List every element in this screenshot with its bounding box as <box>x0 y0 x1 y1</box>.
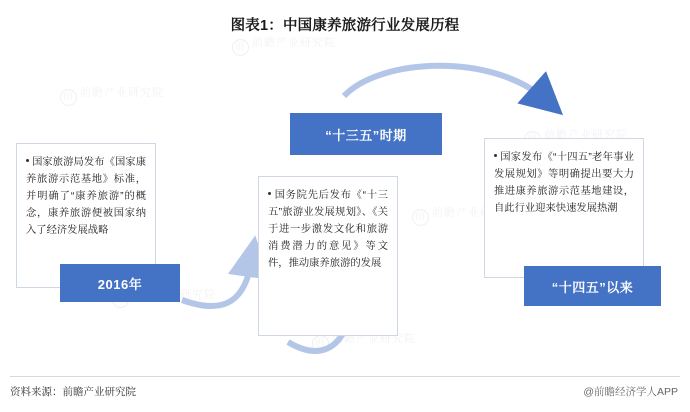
stage-2-text: 国务院先后发布《“十三五”旅游业发展规划》、《关于进一步激发文化和旅游消费潜力的意见》等文件，推动康养旅游的发展 <box>268 190 388 269</box>
watermark-logo-icon: 前 <box>60 89 77 106</box>
credit-note: @前瞻经济学人APP <box>583 386 678 398</box>
stage-1-label: 2016年 <box>60 264 180 302</box>
stage-2-description-panel <box>258 176 398 336</box>
stage-2-label: “十三五”时期 <box>290 113 442 155</box>
watermark-label: 前瞻产业研究院 <box>332 333 416 345</box>
watermark-label: 前瞻产业研究院 <box>432 207 516 219</box>
watermark-logo-icon: 前 <box>312 335 329 352</box>
arrow-stage2-to-stage3 <box>344 66 546 100</box>
watermark-label: 前瞻产业研究院 <box>544 129 628 141</box>
bullet-icon <box>26 159 29 162</box>
stage-1-text: 国家旅游局发布《国家康养旅游示范基地》标准，并明确了“康养旅游”的概念，康养旅游便被国家纳入了经济发展战略 <box>26 157 146 236</box>
arrow-stage1-to-stage2 <box>182 258 252 306</box>
source-note: 资料来源：前瞻产业研究院 <box>10 386 136 398</box>
stage-3-description-panel <box>484 138 644 278</box>
watermark-label: 前瞻产业研究院 <box>80 87 164 99</box>
bullet-icon <box>268 192 271 195</box>
stage-3-text: 国家发布《“十四五”老年事业发展规划》等明确提出要大力推进康养旅游示范基地建设，自此行业迎来快速发展热潮 <box>494 152 634 214</box>
page-title: 图表1：中国康养旅游行业发展历程 <box>230 18 460 34</box>
watermark-logo-icon: 前 <box>412 209 429 226</box>
bullet-icon <box>494 154 497 157</box>
stage-3-label: “十四五”以来 <box>524 266 661 306</box>
watermark-logo-icon: 前 <box>232 39 249 56</box>
footer-divider <box>10 376 680 377</box>
watermark-label: 前瞻产业研究院 <box>252 37 336 49</box>
